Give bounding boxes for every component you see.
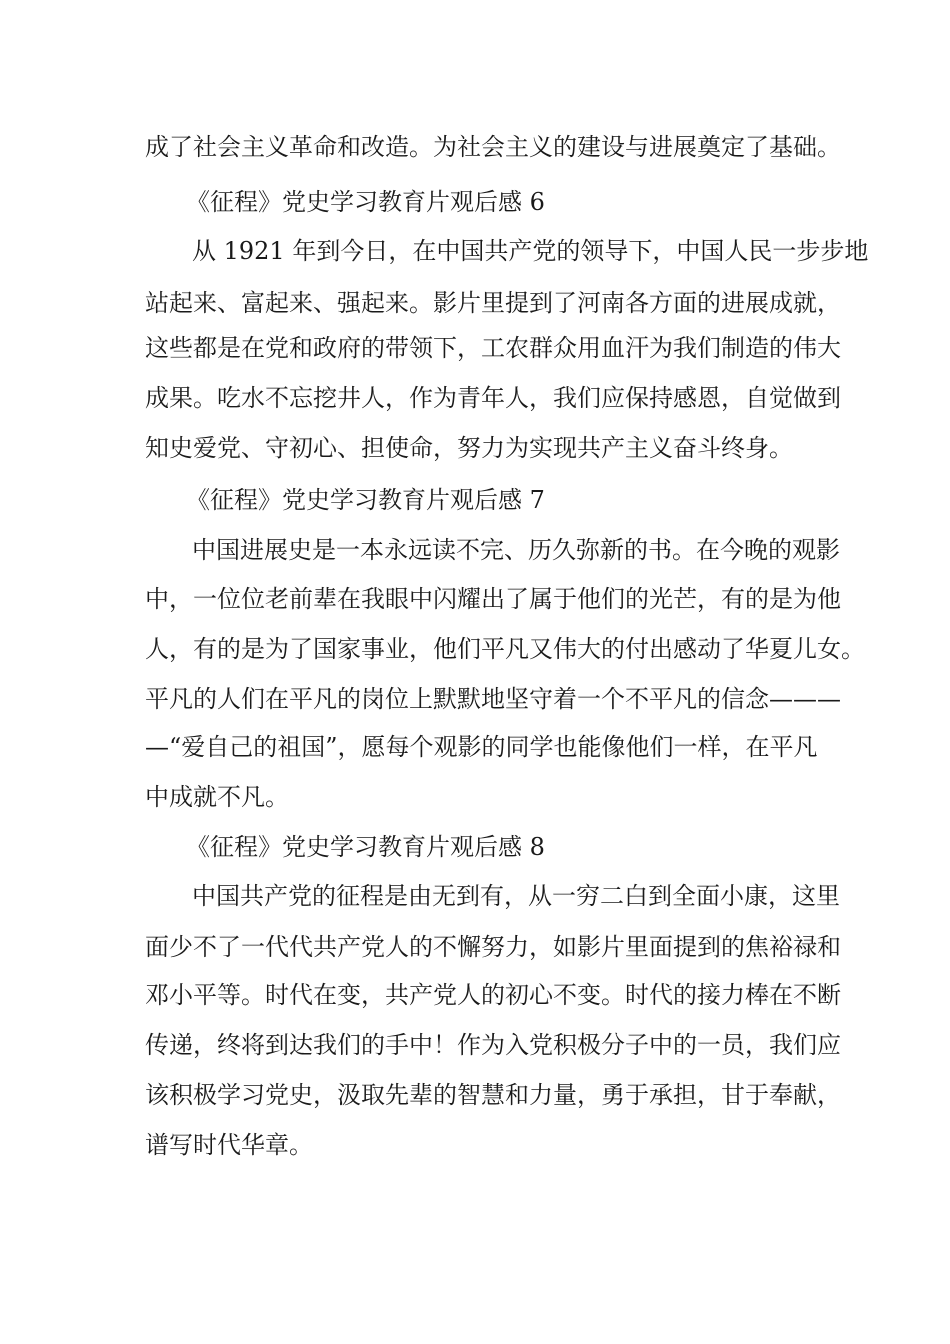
paragraph-line: 传递，终将到达我们的手中！作为入党积极分子中的一员，我们应 <box>145 1031 841 1059</box>
paragraph-line: 知史爱党、守初心、担使命，努力为实现共产主义奋斗终身。 <box>145 434 793 462</box>
paragraph-line: 人，有的是为了国家事业，他们平凡又伟大的付出感动了华夏儿女。 <box>145 635 865 663</box>
paragraph-line: 中国进展史是一本永远读不完、历久弥新的书。在今晚的观影 <box>192 536 840 564</box>
paragraph-line: 成果。吃水不忘挖井人，作为青年人，我们应保持感恩，自觉做到 <box>145 384 841 412</box>
paragraph-line: 成了社会主义革命和改造。为社会主义的建设与进展奠定了基础。 <box>145 133 841 161</box>
paragraph-line: 平凡的人们在平凡的岗位上默默地坚守着一个不平凡的信念——— <box>145 685 841 713</box>
section-heading-8: 《征程》党史学习教育片观后感 8 <box>186 833 545 861</box>
paragraph-line: 谱写时代华章。 <box>145 1131 313 1159</box>
paragraph-line: 中成就不凡。 <box>145 783 289 811</box>
paragraph-line: 邓小平等。时代在变，共产党人的初心不变。时代的接力棒在不断 <box>145 981 841 1009</box>
section-heading-7: 《征程》党史学习教育片观后感 7 <box>186 486 545 514</box>
paragraph-line: 这些都是在党和政府的带领下，工农群众用血汗为我们制造的伟大 <box>145 334 841 362</box>
section-heading-6: 《征程》党史学习教育片观后感 6 <box>186 188 545 216</box>
paragraph-line: 该积极学习党史，汲取先辈的智慧和力量，勇于承担，甘于奉献， <box>145 1081 841 1109</box>
paragraph-line: 面少不了一代代共产党人的不懈努力，如影片里面提到的焦裕禄和 <box>145 933 841 961</box>
paragraph-line: 中，一位位老前辈在我眼中闪耀出了属于他们的光芒，有的是为他 <box>145 585 841 613</box>
paragraph-line: 从 1921 年到今日，在中国共产党的领导下，中国人民一步步地 <box>192 237 869 265</box>
paragraph-line: 站起来、富起来、强起来。影片里提到了河南各方面的进展成就， <box>145 289 841 317</box>
paragraph-line: —“爱自己的祖国”，愿每个观影的同学也能像他们一样，在平凡 <box>145 733 818 761</box>
paragraph-line: 中国共产党的征程是由无到有，从一穷二白到全面小康，这里 <box>192 882 840 910</box>
